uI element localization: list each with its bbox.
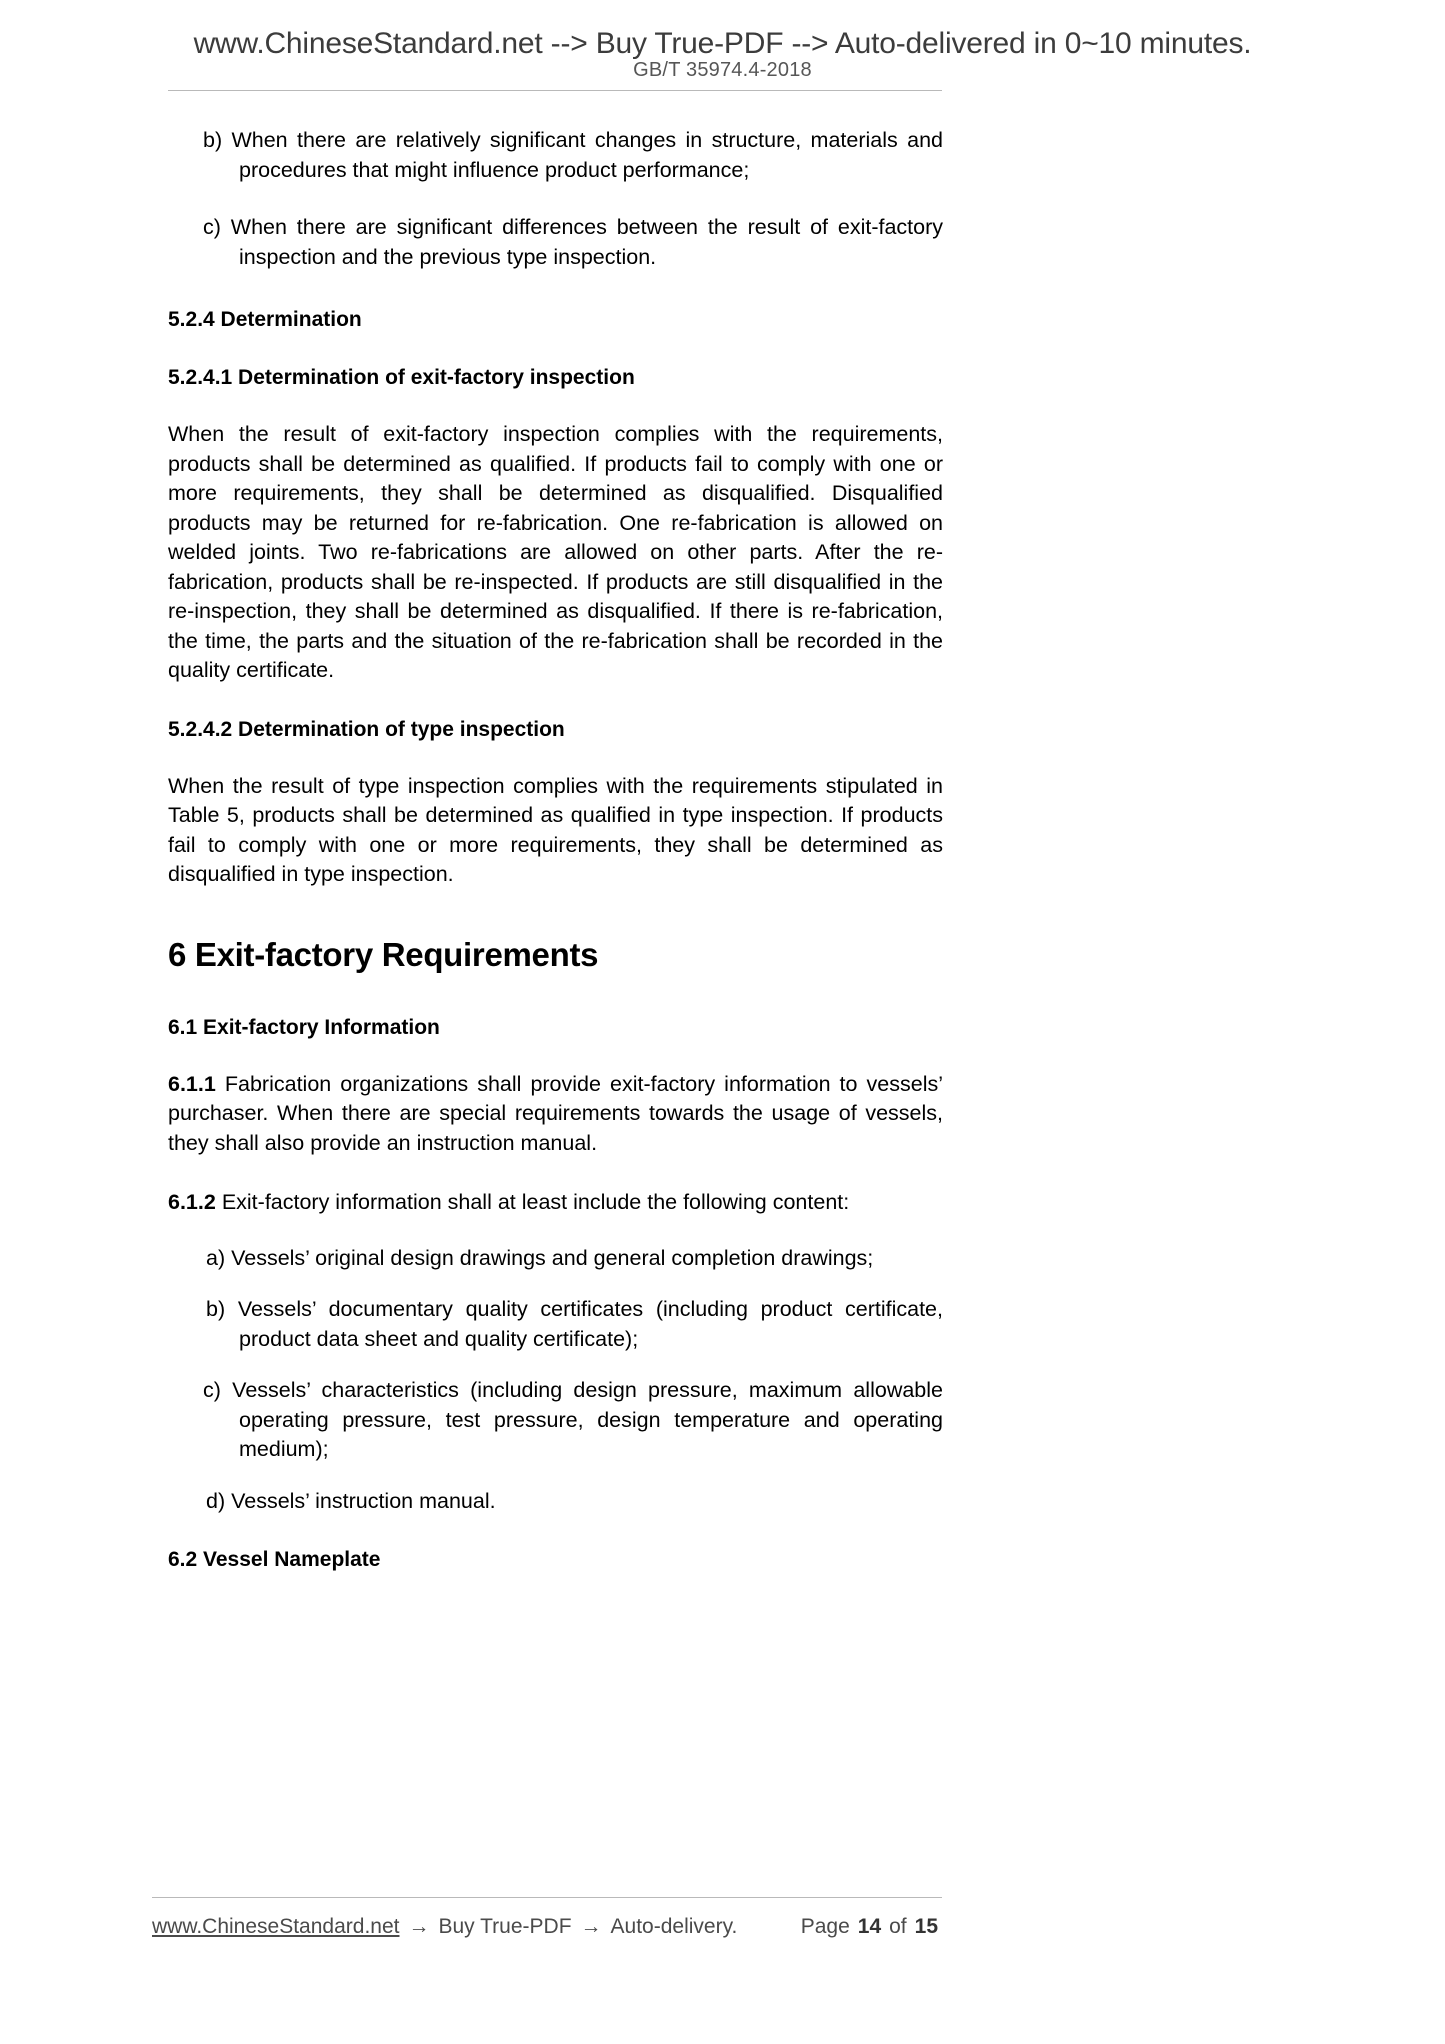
arrow-right-icon: → [580, 1915, 602, 1938]
paragraph-6-1-2-text: Exit-factory information shall at least include the following content: [221, 1190, 850, 1214]
heading-5-2-4: 5.2.4 Determination [168, 308, 362, 331]
page-footer [152, 1912, 942, 1942]
footer-url-link[interactable]: www.ChineseStandard.net [152, 1915, 400, 1938]
header-promo-text: www.ChineseStandard.net --> Buy True-PDF --> Auto-delivered in 0~10 minutes. [193, 27, 1252, 60]
paragraph-5-2-4-1: When the result of exit-factory inspection complies with the requirements, products shall be determined as qualified. If products fail to comply with one or more requirements, they shall be determined as disqualified. Disqualified products may be returned for re-fabrication. One re-fabrication is allowed on welded joints. Two re-fabrications are allowed on other parts. After the re-fabrication, products shall be re-inspected. If products are still disqualified in the re-inspection, they shall be determined as disqualified. If there is re-fabrication, the time, the parts and the situation of the re-fabrication shall be recorded in the quality certificate. [168, 422, 943, 682]
heading-6-2: 6.2 Vessel Nameplate [168, 1548, 381, 1571]
paragraph-number-6-1-2: 6.1.2 [168, 1190, 216, 1214]
heading-6-1: 6.1 Exit-factory Information [168, 1015, 440, 1039]
page-label: Page [800, 1915, 850, 1938]
page-of-label: of [889, 1915, 907, 1938]
document-body [168, 118, 943, 1574]
list-item: a) Vessels’ original design drawings and general completion drawings; [206, 1245, 874, 1270]
footer-buy-text: Buy True-PDF [438, 1915, 572, 1938]
paragraph-6-1-2 [168, 1188, 943, 1218]
page-number-group [801, 1912, 942, 1942]
list-item: c) Vessels’ characteristics (including design pressure, maximum allowable operating pressure, test pressure, design temperature and operating medium); [203, 1378, 943, 1461]
list-item: b) When there are relatively significant changes in structure, materials and procedures that might influence product performance; [203, 128, 943, 182]
page-header [0, 26, 1445, 82]
footer-divider [152, 1897, 942, 1898]
header-standard-number: GB/T 35974.4-2018 [633, 59, 812, 81]
list-item: d) Vessels’ instruction manual. [206, 1488, 496, 1513]
page-current-number: 14 [857, 1915, 882, 1938]
list-item: b) Vessels’ documentary quality certificates (including product certificate, product data sheet and quality certificate); [206, 1297, 943, 1351]
footer-promo [152, 1912, 737, 1942]
page-total-number: 15 [914, 1915, 938, 1938]
paragraph-6-1-1 [168, 1070, 943, 1159]
arrow-right-icon: → [408, 1915, 430, 1938]
heading-5-2-4-2: 5.2.4.2 Determination of type inspection [168, 717, 565, 741]
paragraph-5-2-4-2: When the result of type inspection complies with the requirements stipulated in Table 5, products shall be determined as qualified in type inspection. If products fail to comply with one or more requirements, they shall be determined as disqualified in type inspection. [168, 773, 943, 886]
header-divider [168, 90, 942, 91]
paragraph-6-1-1-text: Fabrication organizations shall provide exit-factory information to vessels’ purchaser. When there are special requirements towards the usage of vessels, they shall also provide an instruction manual. [168, 1071, 943, 1155]
heading-5-2-4-1: 5.2.4.1 Determination of exit-factory inspection [168, 366, 635, 389]
footer-delivery-text: Auto-delivery. [610, 1915, 738, 1938]
list-item: c) When there are significant differences between the result of exit-factory inspection and the previous type inspection. [203, 215, 943, 269]
heading-section-6: 6 Exit-factory Requirements [168, 935, 599, 973]
paragraph-number-6-1-1: 6.1.1 [168, 1071, 216, 1096]
